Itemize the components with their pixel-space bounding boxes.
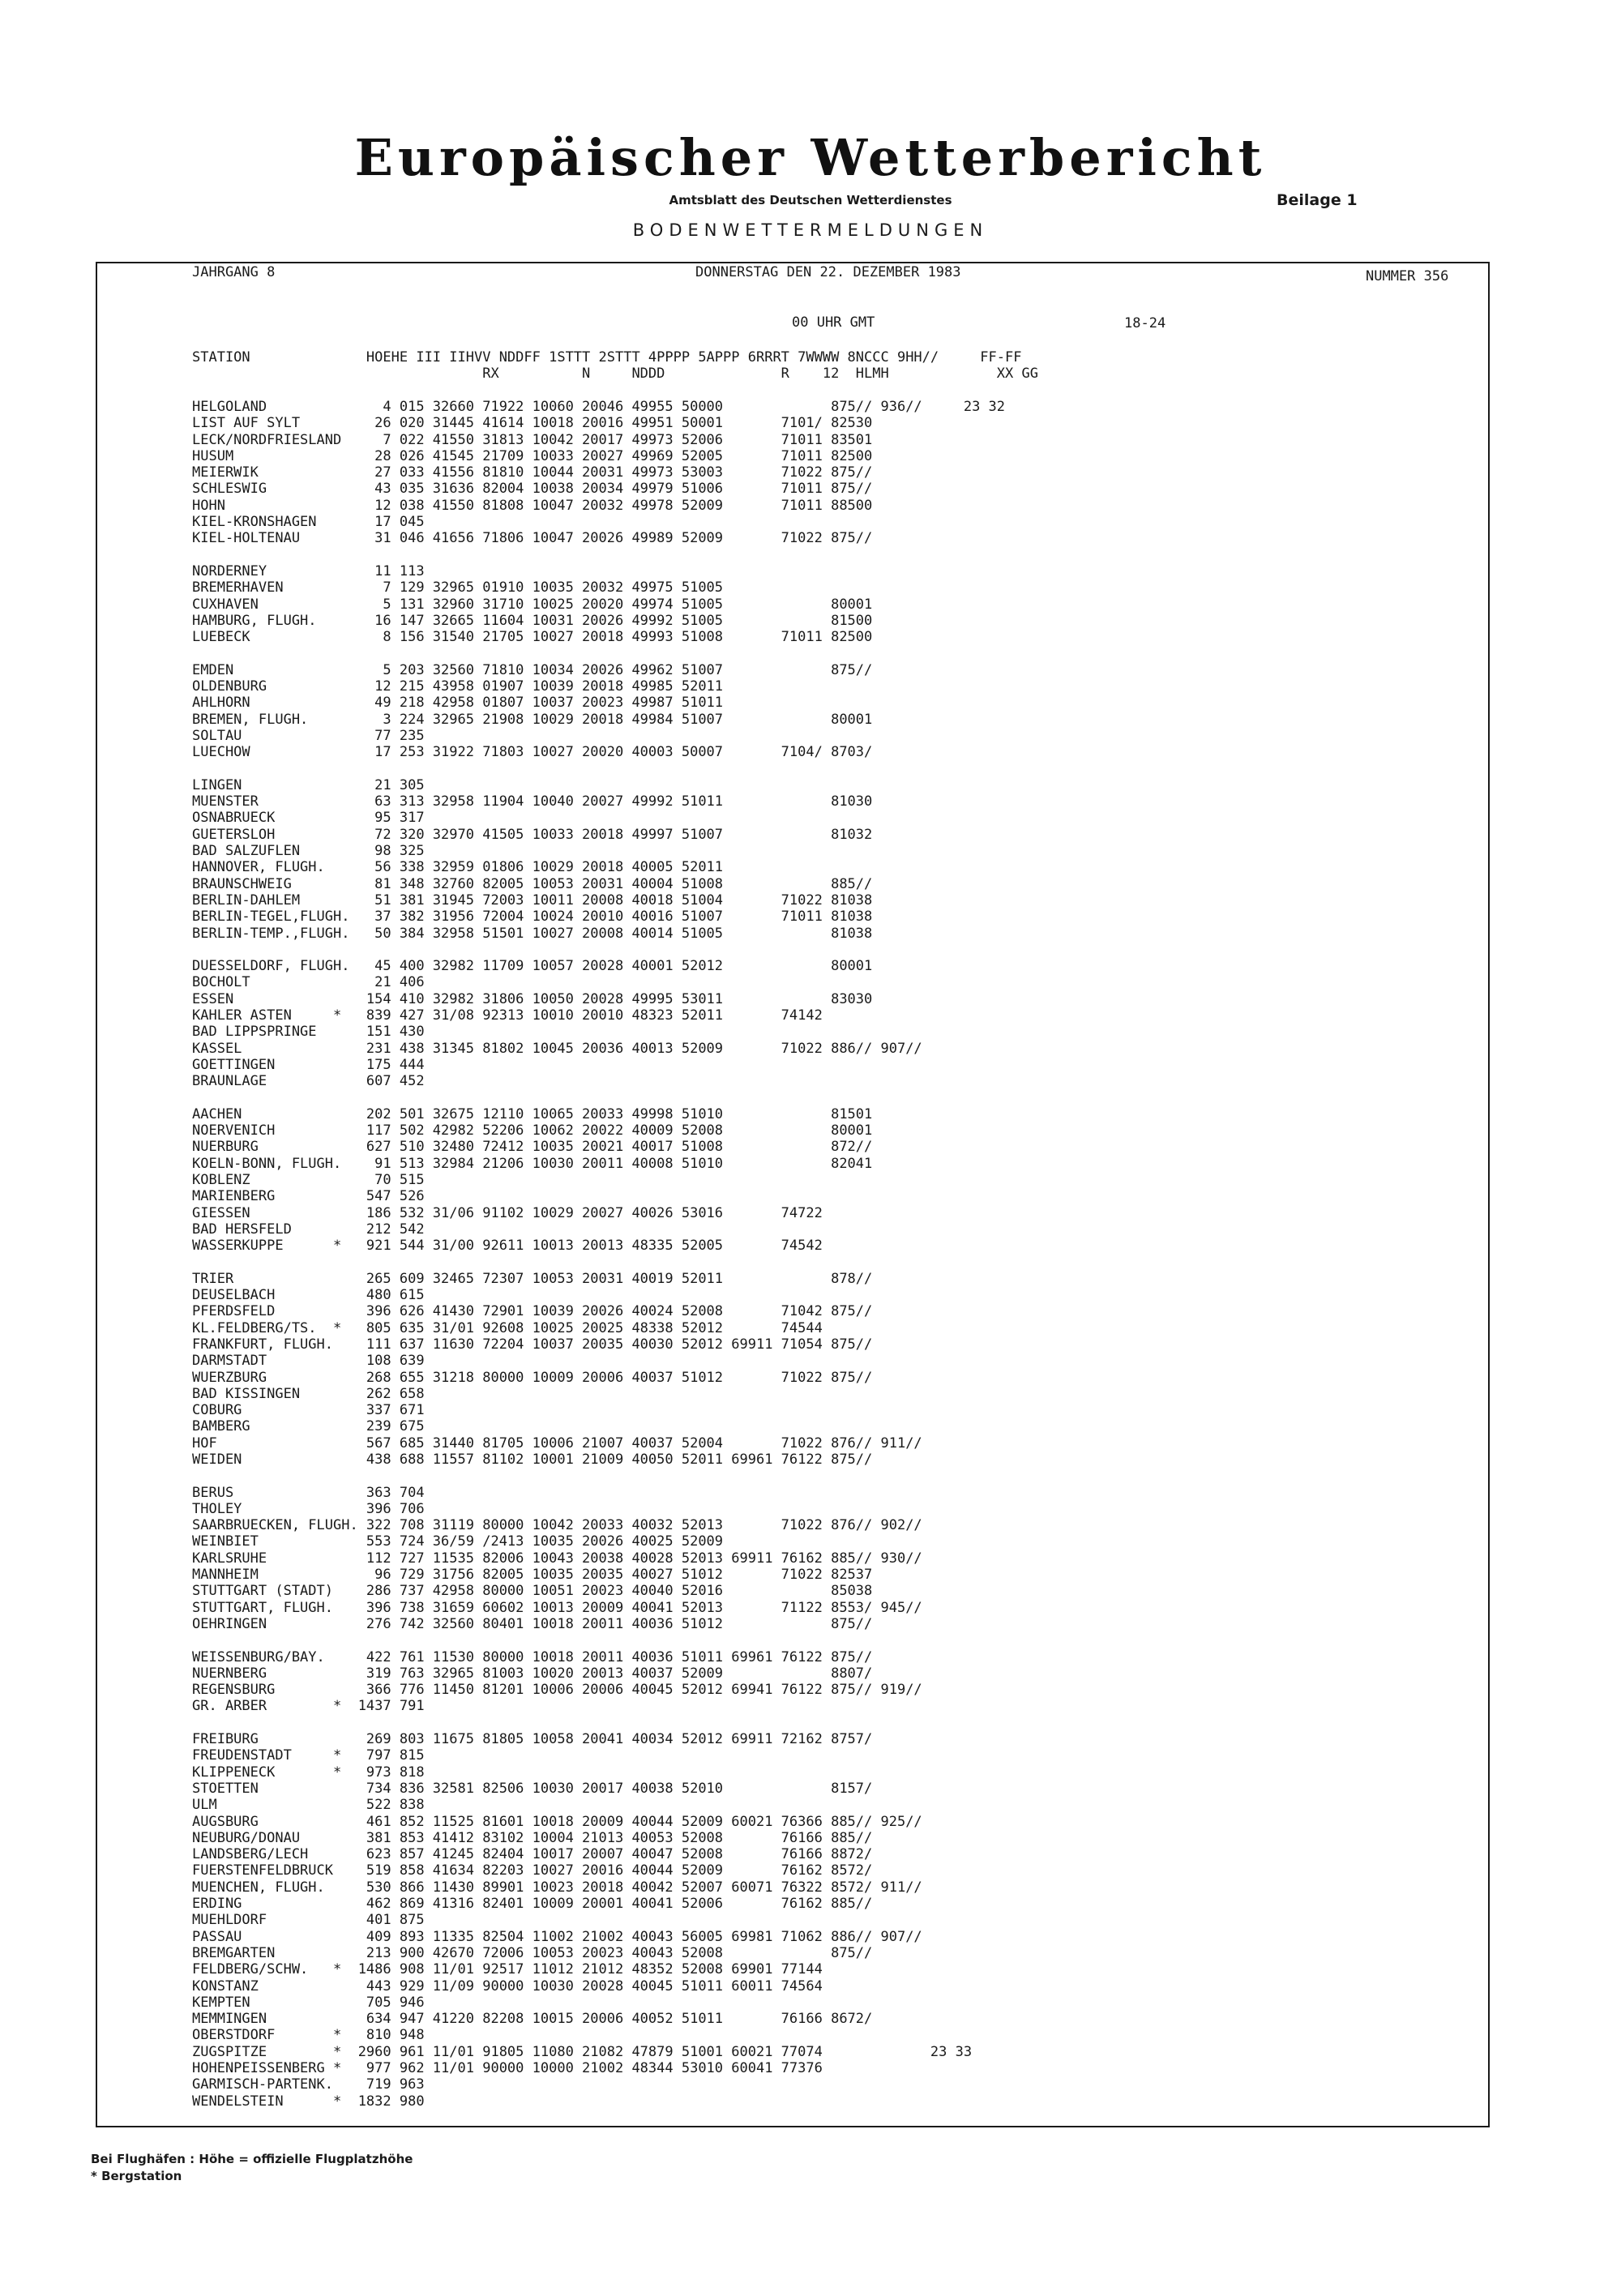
station-row: PASSAU 409 893 11335 82504 11002 21002 40043 56005 69981 71062 886// 907//: [192, 1928, 922, 1945]
station-row: DEUSELBACH 480 615: [192, 1287, 425, 1304]
station-row: MANNHEIM 96 729 31756 82005 10035 20035 40027 51012 71022 82537: [192, 1567, 873, 1584]
station-row: COBURG 337 671: [192, 1402, 425, 1419]
station-row: KOBLENZ 70 515: [192, 1171, 425, 1188]
group-spacer: [192, 1089, 1005, 1105]
beilage-label: Beilage 1: [1277, 191, 1358, 209]
station-row: OSNABRUECK 95 317: [192, 810, 425, 827]
station-row: REGENSBURG 366 776 11450 81201 10006 20006 40045 52012 69941 76122 875// 919//: [192, 1682, 922, 1699]
station-row: AHLHORN 49 218 42958 01807 10037 20023 49987 51011: [192, 695, 724, 712]
group-spacer: [192, 547, 1005, 563]
station-row: TRIER 265 609 32465 72307 10053 20031 40019 52011 878//: [192, 1270, 873, 1287]
station-row: SAARBRUECKEN, FLUGH. 322 708 31119 80000 10042 20033 40032 52013 71022 876// 902//: [192, 1517, 922, 1534]
station-row: HANNOVER, FLUGH. 56 338 32959 01806 10029 20018 40005 52011: [192, 859, 724, 876]
station-row: WEIDEN 438 688 11557 81102 10001 21009 40050 52011 69961 76122 875//: [192, 1452, 873, 1468]
station-row: NEUBURG/DONAU 381 853 41412 83102 10004 21013 40053 52008 76166 885//: [192, 1829, 873, 1846]
station-row: NORDERNEY 11 113: [192, 562, 425, 579]
station-row: HAMBURG, FLUGH. 16 147 32665 11604 10031 20026 49992 51005 81500: [192, 612, 873, 629]
station-row: BAD SALZUFLEN 98 325: [192, 843, 425, 860]
station-row: KEMPTEN 705 946: [192, 1994, 425, 2011]
group-spacer: [192, 1715, 1005, 1731]
station-row: MUENCHEN, FLUGH. 530 866 11430 89901 10023 20018 40042 52007 60071 76322 8572/ 911//: [192, 1879, 922, 1896]
station-row: STOETTEN 734 836 32581 82506 10030 20017 40038 52010 8157/: [192, 1780, 873, 1797]
station-row: LECK/NORDFRIESLAND 7 022 41550 31813 10042 20017 49973 52006 71011 83501: [192, 431, 873, 448]
group-spacer: [192, 942, 1005, 958]
station-row: MUEHLDORF 401 875: [192, 1912, 425, 1929]
station-row: LANDSBERG/LECH 623 857 41245 82404 10017 20007 40047 52008 76166 8872/: [192, 1846, 873, 1863]
station-row: KASSEL 231 438 31345 81802 10045 20036 40013 52009 71022 886// 907//: [192, 1040, 922, 1057]
report-date: DONNERSTAG DEN 22. DEZEMBER 1983: [695, 264, 961, 280]
station-row: BRAUNSCHWEIG 81 348 32760 82005 10053 20031 40004 51008 885//: [192, 875, 873, 892]
station-row: FREIBURG 269 803 11675 81805 10058 20041 40034 52012 69911 72162 8757/: [192, 1731, 873, 1748]
station-row: LUEBECK 8 156 31540 21705 10027 20018 49993 51008 71011 82500: [192, 629, 873, 646]
station-row: BERLIN-TEMP.,FLUGH. 50 384 32958 51501 10027 20008 40014 51005 81038: [192, 925, 873, 942]
station-row: FELDBERG/SCHW. * 1486 908 11/01 92517 11012 21012 48352 52008 69901 77144: [192, 1961, 823, 1978]
station-row: KOELN-BONN, FLUGH. 91 513 32984 21206 10030 20011 40008 51010 82041: [192, 1155, 873, 1172]
group-spacer: [192, 1254, 1005, 1270]
station-row: HELGOLAND 4 015 32660 71922 10060 20046 49955 50000 875// 936// 23 32: [192, 399, 1006, 415]
station-row: MARIENBERG 547 526: [192, 1188, 425, 1205]
group-spacer: [192, 1468, 1005, 1484]
station-row: ESSEN 154 410 32982 31806 10050 20028 49995 53011 83030: [192, 990, 873, 1007]
station-row: LINGEN 21 305: [192, 776, 425, 793]
station-row: NOERVENICH 117 502 42982 52206 10062 20022 40009 52008 80001: [192, 1122, 873, 1139]
station-row: OLDENBURG 12 215 43958 01907 10039 20018 49985 52011: [192, 678, 724, 695]
period-label: 18-24: [1124, 315, 1166, 331]
station-row: GUETERSLOH 72 320 32970 41505 10033 20018 49997 51007 81032: [192, 826, 873, 843]
station-row: ERDING 462 869 41316 82401 10009 20001 40041 52006 76162 885//: [192, 1896, 873, 1913]
station-row: BAD KISSINGEN 262 658: [192, 1385, 425, 1402]
station-row: SCHLESWIG 43 035 31636 82004 10038 20034 49979 51006 71011 875//: [192, 481, 873, 498]
footnote-mountain-station: * Bergstation: [91, 2169, 182, 2183]
footnote-airports: Bei Flughäfen : Höhe = offizielle Flugplatzhöhe: [91, 2152, 413, 2166]
station-row: HOHENPEISSENBERG * 977 962 11/01 90000 10000 21002 48344 53010 60041 77376: [192, 2059, 823, 2076]
station-row: FRANKFURT, FLUGH. 111 637 11630 72204 10037 20035 40030 52012 69911 71054 875//: [192, 1336, 873, 1353]
station-row: OEHRINGEN 276 742 32560 80401 10018 20011 40036 51012 875//: [192, 1615, 873, 1632]
group-spacer: [192, 761, 1005, 777]
group-spacer: [192, 1632, 1005, 1648]
station-row: HUSUM 28 026 41545 21709 10033 20027 49969 52005 71011 82500: [192, 447, 873, 464]
jahrgang-label: JAHRGANG 8: [192, 264, 276, 280]
station-row: WENDELSTEIN * 1832 980: [192, 2093, 425, 2110]
station-row: BAMBERG 239 675: [192, 1418, 425, 1435]
observation-time: 00 UHR GMT: [792, 314, 875, 331]
station-row: WUERZBURG 268 655 31218 80000 10009 20006 40037 51012 71022 875//: [192, 1369, 873, 1386]
station-row: KAHLER ASTEN * 839 427 31/08 92313 10010 20010 48323 52011 74142: [192, 1007, 823, 1024]
station-row: FREUDENSTADT * 797 815: [192, 1747, 425, 1764]
station-row: LIST AUF SYLT 26 020 31445 41614 10018 20016 49951 50001 7101/ 82530: [192, 415, 873, 432]
station-row: GARMISCH-PARTENK. 719 963: [192, 2076, 425, 2093]
station-row: KLIPPENECK * 973 818: [192, 1764, 425, 1781]
station-row: DARMSTADT 108 639: [192, 1353, 425, 1370]
station-row: MEMMINGEN 634 947 41220 82208 10015 20006 40052 51011 76166 8672/: [192, 2011, 873, 2028]
station-row: KIEL-KRONSHAGEN 17 045: [192, 514, 425, 531]
station-row: PFERDSFELD 396 626 41430 72901 10039 20026 40024 52008 71042 875//: [192, 1303, 873, 1320]
station-row: HOF 567 685 31440 81705 10006 21007 40037 52004 71022 876// 911//: [192, 1434, 922, 1452]
station-table: [192, 399, 1005, 2110]
station-row: BOCHOLT 21 406: [192, 974, 425, 991]
station-row: WEINBIET 553 724 36/59 /2413 10035 20026 40025 52009: [192, 1533, 724, 1550]
station-row: GR. ARBER * 1437 791: [192, 1698, 425, 1715]
station-row: BERLIN-TEGEL,FLUGH. 37 382 31956 72004 10024 20010 40016 51007 71011 81038: [192, 909, 873, 926]
station-row: ZUGSPITZE * 2960 961 11/01 91805 11080 21082 47879 51001 60021 77074 23 33: [192, 2043, 973, 2060]
station-row: NUERNBERG 319 763 32965 81003 10020 20013 40037 52009 8807/: [192, 1665, 873, 1682]
station-row: LUECHOW 17 253 31922 71803 10027 20020 40003 50007 7104/ 8703/: [192, 744, 873, 761]
station-row: NUERBURG 627 510 32480 72412 10035 20021 40017 51008 872//: [192, 1139, 873, 1156]
report-title: Europäischer Wetterbericht: [354, 128, 1267, 187]
station-row: MUENSTER 63 313 32958 11904 10040 20027 49992 51011 81030: [192, 793, 873, 810]
column-header-line-1: STATION HOEHE III IIHVV NDDFF 1STTT 2STTT 4PPPP 5APPP 6RRRT 7WWWW 8NCCC 9HH// FF-FF: [192, 349, 1022, 366]
station-row: CUXHAVEN 5 131 32960 31710 10025 20020 49974 51005 80001: [192, 596, 873, 613]
station-row: WEISSENBURG/BAY. 422 761 11530 80000 10018 20011 40036 51011 69961 76122 875//: [192, 1648, 873, 1665]
station-row: DUESSELDORF, FLUGH. 45 400 32982 11709 10057 20028 40001 52012 80001: [192, 958, 873, 975]
station-row: WASSERKUPPE * 921 544 31/00 92611 10013 20013 48335 52005 74542: [192, 1238, 823, 1255]
station-row: OBERSTDORF * 810 948: [192, 2027, 425, 2044]
publisher-subtitle: Amtsblatt des Deutschen Wetterdienstes: [669, 193, 952, 207]
station-row: STUTTGART, FLUGH. 396 738 31659 60602 10013 20009 40041 52013 71122 8553/ 945//: [192, 1599, 922, 1616]
station-row: AACHEN 202 501 32675 12110 10065 20033 49998 51010 81501: [192, 1105, 873, 1122]
station-row: BREMGARTEN 213 900 42670 72006 10053 20023 40043 52008 875//: [192, 1944, 873, 1961]
station-row: STUTTGART (STADT) 286 737 42958 80000 10051 20023 40040 52016 85038: [192, 1583, 873, 1600]
station-row: KARLSRUHE 112 727 11535 82006 10043 20038 40028 52013 69911 76162 885// 930//: [192, 1550, 922, 1567]
station-row: FUERSTENFELDBRUCK 519 858 41634 82203 10027 20016 40044 52009 76162 8572/: [192, 1862, 873, 1879]
station-row: BAD LIPPSPRINGE 151 430: [192, 1024, 425, 1041]
station-row: MEIERWIK 27 033 41556 81810 10044 20031 49973 53003 71022 875//: [192, 464, 873, 481]
issue-number: NUMMER 356: [1366, 268, 1449, 284]
station-row: BREMERHAVEN 7 129 32965 01910 10035 20032 49975 51005: [192, 579, 724, 596]
station-row: BRAUNLAGE 607 452: [192, 1073, 425, 1090]
section-heading: BODENWETTERMELDUNGEN: [632, 220, 989, 240]
station-row: BREMEN, FLUGH. 3 224 32965 21908 10029 20018 49984 51007 80001: [192, 711, 873, 728]
station-row: THOLEY 396 706: [192, 1500, 425, 1517]
station-row: AUGSBURG 461 852 11525 81601 10018 20009 40044 52009 60021 76366 885// 925//: [192, 1813, 922, 1830]
station-row: SOLTAU 77 235: [192, 727, 425, 744]
station-row: KONSTANZ 443 929 11/09 90000 10030 20028 40045 51011 60011 74564: [192, 1977, 823, 1995]
column-header-line-2: RX N NDDD R 12 HLMH XX GG: [192, 366, 1038, 382]
station-row: KL.FELDBERG/TS. * 805 635 31/01 92608 10025 20025 48338 52012 74544: [192, 1319, 823, 1336]
station-row: BERLIN-DAHLEM 51 381 31945 72003 10011 20008 40018 51004 71022 81038: [192, 891, 873, 909]
group-spacer: [192, 645, 1005, 661]
station-row: BAD HERSFELD 212 542: [192, 1221, 425, 1238]
station-row: GIESSEN 186 532 31/06 91102 10029 20027 40026 53016 74722: [192, 1204, 823, 1221]
station-row: KIEL-HOLTENAU 31 046 41656 71806 10047 20026 49989 52009 71022 875//: [192, 530, 873, 547]
station-row: ULM 522 838: [192, 1797, 425, 1814]
station-row: GOETTINGEN 175 444: [192, 1056, 425, 1073]
station-row: HOHN 12 038 41550 81808 10047 20032 49978 52009 71011 88500: [192, 497, 873, 514]
station-row: EMDEN 5 203 32560 71810 10034 20026 49962 51007 875//: [192, 661, 873, 678]
station-row: BERUS 363 704: [192, 1484, 425, 1501]
